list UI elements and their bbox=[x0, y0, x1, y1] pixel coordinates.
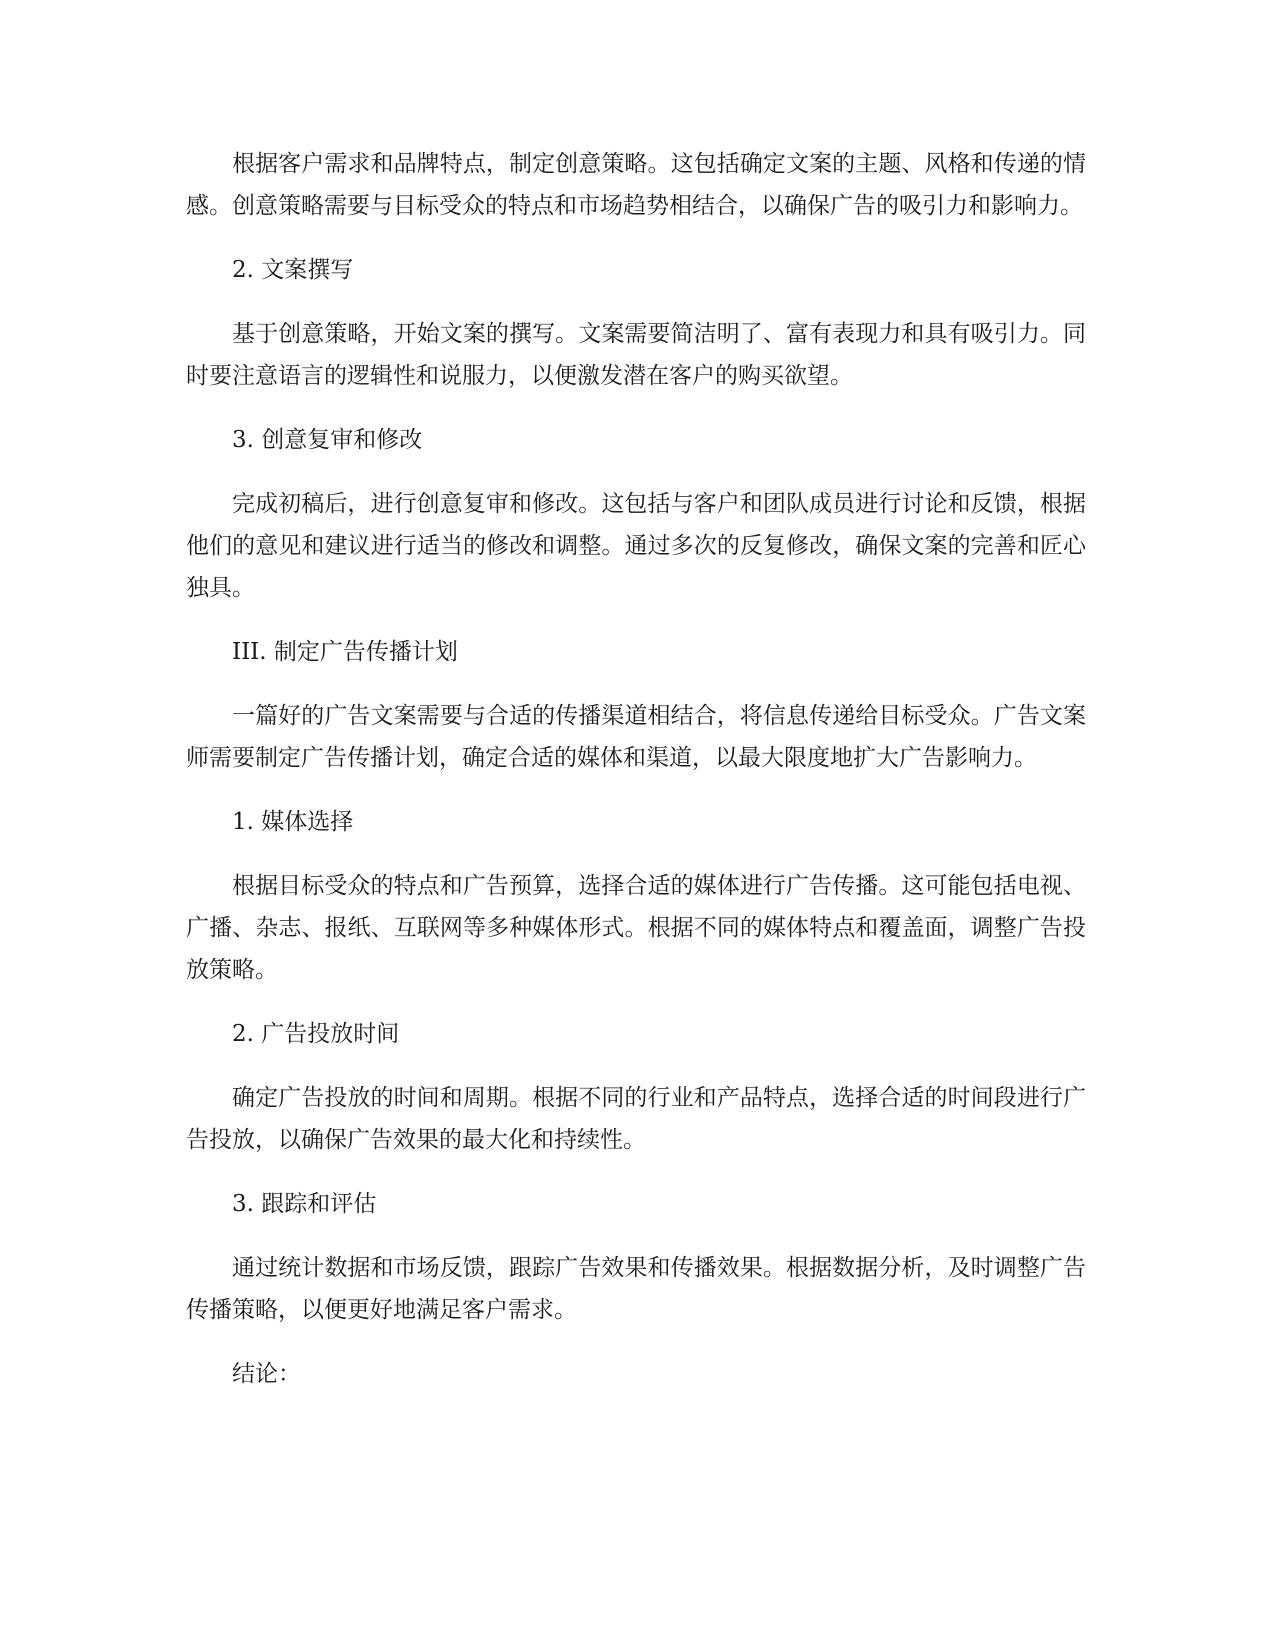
heading-review-revision: 3. 创意复审和修改 bbox=[232, 427, 423, 453]
paragraph-creative-strategy: 根据客户需求和品牌特点，制定创意策略。这包括确定文案的主题、风格和传递的情感。创意策略需要与目标受众的特点和市场趋势相结合，以确保广告的吸引力和影响力。 bbox=[186, 151, 1086, 219]
heading-conclusion: 结论： bbox=[232, 1361, 301, 1387]
paragraph-tracking-evaluation: 通过统计数据和市场反馈，跟踪广告效果和传播效果。根据数据分析，及时调整广告传播策略，以便更好地满足客户需求。 bbox=[186, 1255, 1086, 1323]
heading-tracking-evaluation: 3. 跟踪和评估 bbox=[232, 1191, 377, 1217]
paragraph-section-iii: 一篇好的广告文案需要与合适的传播渠道相结合，将信息传递给目标受众。广告文案师需要制定广告传播计划，确定合适的媒体和渠道，以最大限度地扩大广告影响力。 bbox=[186, 703, 1086, 771]
paragraph-review-revision: 完成初稿后，进行创意复审和修改。这包括与客户和团队成员进行讨论和反馈，根据他们的意见和建议进行适当的修改和调整。通过多次的反复修改，确保文案的完善和匠心独具。 bbox=[186, 491, 1086, 601]
paragraph-ad-timing: 确定广告投放的时间和周期。根据不同的行业和产品特点，选择合适的时间段进行广告投放，以确保广告效果的最大化和持续性。 bbox=[186, 1085, 1086, 1153]
heading-section-iii: III. 制定广告传播计划 bbox=[232, 639, 458, 665]
paragraph-copywriting: 基于创意策略，开始文案的撰写。文案需要简洁明了、富有表现力和具有吸引力。同时要注意语言的逻辑性和说服力，以便激发潜在客户的购买欲望。 bbox=[186, 321, 1086, 389]
heading-copywriting: 2. 文案撰写 bbox=[232, 257, 354, 283]
heading-media-selection: 1. 媒体选择 bbox=[232, 809, 354, 835]
document-body bbox=[186, 143, 1086, 1417]
paragraph-media-selection: 根据目标受众的特点和广告预算，选择合适的媒体进行广告传播。这可能包括电视、广播、杂志、报纸、互联网等多种媒体形式。根据不同的媒体特点和覆盖面，调整广告投放策略。 bbox=[186, 873, 1086, 983]
heading-ad-timing: 2. 广告投放时间 bbox=[232, 1021, 400, 1047]
